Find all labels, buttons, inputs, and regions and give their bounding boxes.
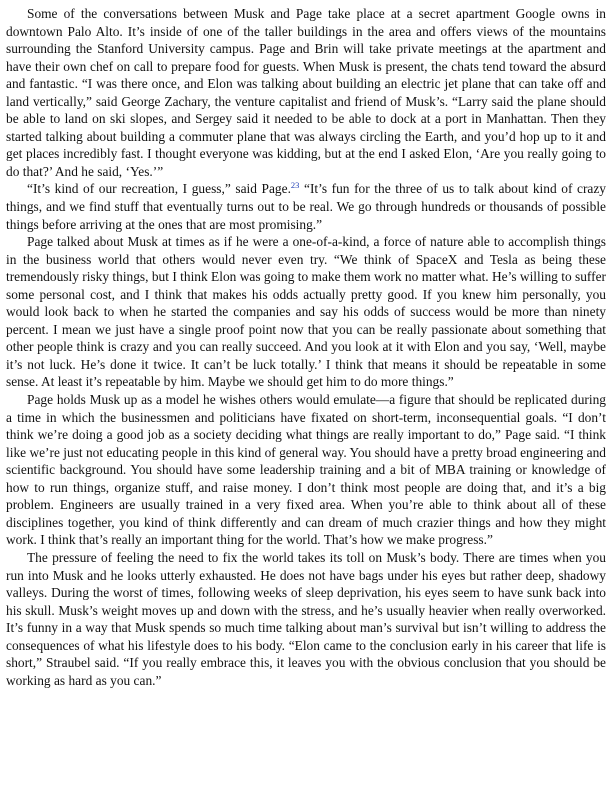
paragraph-text-after-footnote: “It’s fun for the three of us to talk about kind of crazy things, and we find stuff that eventually turns out to be real. We go through hundreds or thousands of possible things before arriving at the ones that are most promising.”	[6, 181, 606, 232]
paragraph-apartment-conversations: Some of the conversations between Musk and Page take place at a secret apartment Google owns in downtown Palo Alto. It’s inside of one of the taller buildings in the area and offers views of the mountains surrounding the Stanford University campus. Page and Brin will take private meetings at the apartment and have their own chef on call to prepare food for guests. When Musk is present, the chats tend toward the absurd and fantastic. “I was there once, and Elon was talking about building an electric jet plane that can take off and land vertically,” said George Zachary, the venture capitalist and friend of Musk’s. “Larry said the plane should be able to land on ski slopes, and Sergey said it needed to be able to dock at a port in Manhattan. Then they started talking about building a commuter plane that was always circling the Earth, and you’d hop up to it and get places incredibly fast. I thought everyone was kidding, but at the end I asked Elon, ‘Are you really going to do that?’ And he said, ‘Yes.’”	[6, 6, 606, 179]
paragraph-force-of-nature: Page talked about Musk at times as if he were a one-of-a-kind, a force of nature able to accomplish things in the business world that others would never even try. “We think of SpaceX and Tesla as being these tremendously risky things, but I think Elon was going to make them work no matter what. He’s willing to suffer some personal cost, and I think that makes his odds actually pretty good. If you knew him personally, you would look back to when he started the companies and say his odds of success would be more than ninety percent. I mean we just have a single proof point now that you can be really passionate about something that other people think is crazy and you can really succeed. And you look at it with Elon and you say, ‘Well, maybe it’s not luck. He’s done it twice. It can’t be luck totally.’ I think that means it should be repeatable in some sense. At least it’s repeatable by him. Maybe we should get him to do more things.”	[6, 234, 606, 390]
paragraph-toll-on-body: The pressure of feeling the need to fix the world takes its toll on Musk’s body. There are times when you run into Musk and he looks utterly exhausted. He does not have bags under his eyes but rather deep, shadowy valleys. During the worst of times, following weeks of sleep deprivation, his eyes seem to have sunk back into his skull. Musk’s weight moves up and down with the stress, and he’s usually heavier when really overworked. It’s funny in a way that Musk spends so much time talking about man’s survival but isn’t willing to address the consequences of what his lifestyle does to his body. “Elon came to the conclusion early in his career that life is short,” Straubel said. “If you really embrace this, it leaves you with the obvious conclusion that you should be working as hard as you can.”	[6, 549, 606, 688]
paragraph-musk-as-model: Page holds Musk up as a model he wishes others would emulate—a figure that should be replicated during a time in which the businessmen and politicians have fixated on short-term, inconsequential goals. “I don’t think we’re doing a good job as a society deciding what things are really important to do,” Page said. “I think like we’re just not educating people in this kind of general way. You should have a pretty broad engineering and scientific background. You should have some leadership training and a bit of MBA training or knowledge of how to run things, organize stuff, and raise money. I don’t think most people are doing that, and it’s a big problem. Engineers are usually trained in a very fixed area. When you’re able to think about all of these disciplines together, you kind of think differently and can dream of much crazier things and how they might work. I think that’s really an important thing for the world. That’s how we make progress.”	[6, 392, 606, 548]
paragraph-page-recreation-quote	[6, 180, 606, 233]
footnote-reference[interactable]: 23	[290, 180, 300, 191]
paragraph-text-before-footnote: “It’s kind of our recreation, I guess,” said Page.	[27, 181, 291, 197]
